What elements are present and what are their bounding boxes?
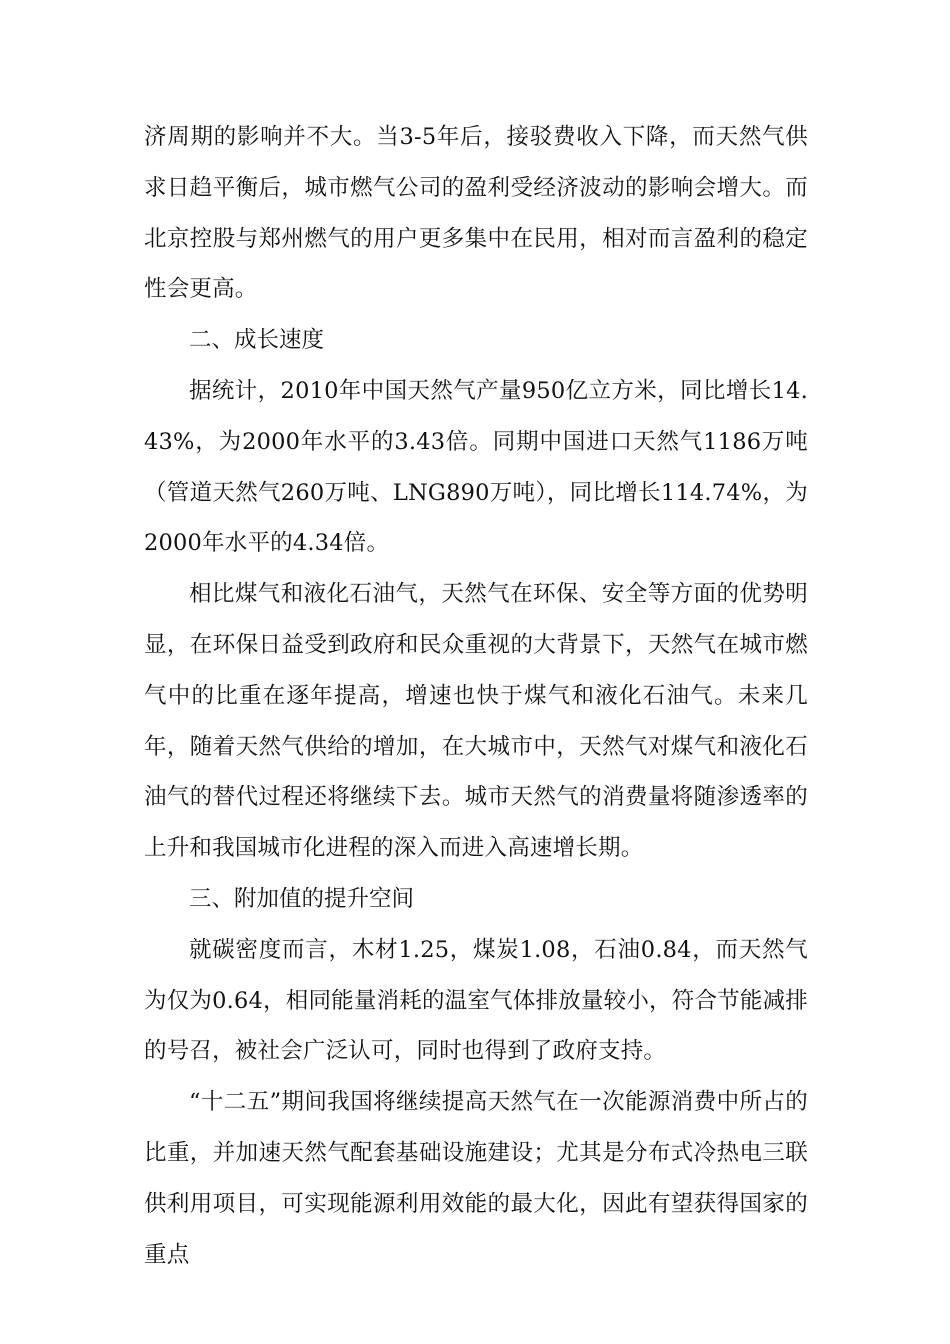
paragraph-statistics: 据统计，2010年中国天然气产量950亿立方米，同比增长14.43%，为2000年水平的3.43倍。同期中国进口天然气1186万吨（管道天然气260万吨、LNG890万吨），同比增长114.74%，为2000年水平的4.34倍。 [144, 377, 808, 557]
paragraph-substitution: 相比煤气和液化石油气，天然气在环保、安全等方面的优势明显，在环保日益受到政府和民众重视的大背景下，天然气在城市燃气中的比重在逐年提高，增速也快于煤气和液化石油气。未来几年，随着天然气供给的增加，在大城市中，天然气对煤气和液化石油气的替代过程还将继续下去。城市天然气的消费量将随渗透率的上升和我国城市化进程的深入而进入高速增长期。 [144, 581, 808, 862]
section-heading-added-value: 三、附加值的提升空间 [189, 885, 415, 912]
paragraph-five-year-plan: “十二五”期间我国将继续提高天然气在一次能源消费中所占的比重，并加速天然气配套基础设施建设；尤其是分布式冷热电三联供利用项目，可实现能源利用效能的最大化，因此有望获得国家的重点 [144, 1089, 808, 1268]
paragraph-continuation: 济周期的影响并不大。当3-5年后，接驳费收入下降，而天然气供求日趋平衡后，城市燃气公司的盈利受经济波动的影响会增大。而北京控股与郑州燃气的用户更多集中在民用，相对而言盈利的稳定性会更高。 [144, 124, 808, 303]
document-page [144, 112, 808, 1280]
section-heading-growth-speed: 二、成长速度 [189, 327, 325, 354]
paragraph-carbon-density: 就碳密度而言，木材1.25，煤炭1.08，石油0.84，而天然气为仅为0.64，相同能量消耗的温室气体排放量较小，符合节能减排的号召，被社会广泛认可，同时也得到了政府支持。 [144, 936, 808, 1065]
